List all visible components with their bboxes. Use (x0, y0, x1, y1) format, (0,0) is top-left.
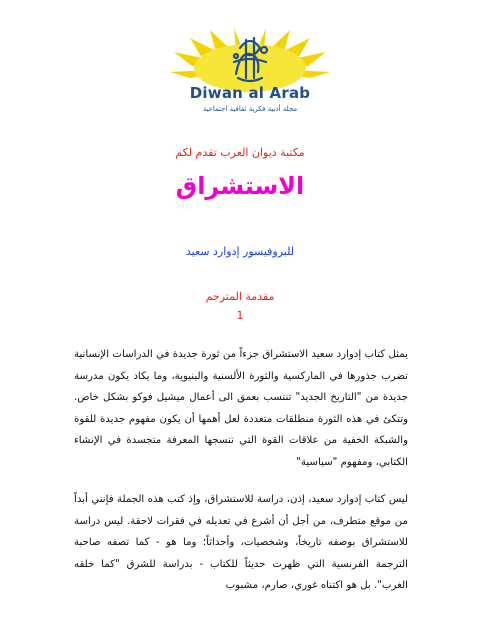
section-heading: مقدمة المترجم (205, 290, 275, 303)
body-paragraph-1: يمثل كتاب إدوارد سعيد الاستشراق جزءاً من ثورة جديدة في الدراسات الإنسانية تضرب جذورها في الماركسية والثورة الألسنية والبنيوية، وما يكاد يكون مدرسة جديدة من "التاريخ الجديد" تنتسب بعمق الى أعمال ميشيل فوكو بشكل خاص. وتتكئ في هذه الثورة منطلقات متعددة لعل أهمها أن يكون مفهوم جديدة للقوة والشبكة الخفية من علاقات القوة التي تنسجها المعرفة متجسدة في الإنشاء الكتابي، ومفهوم "سياسية" (74, 349, 408, 468)
author-line: للبروفيسور إدوارد سعيد (185, 245, 295, 258)
sun-emblem-icon (150, 28, 350, 128)
book-title: الاستشراق (175, 172, 305, 200)
library-presents-line: مكتبة ديوان العرب تقدم لكم (175, 146, 305, 159)
logo-subtitle: مجلة أدبية فكرية ثقافية اجتماعية (202, 105, 298, 113)
logo-title: Diwan al Arab (189, 84, 311, 102)
diwan-al-arab-logo (150, 28, 350, 128)
section-number: 1 (236, 309, 244, 322)
body-paragraph-2: ليس كتاب إدوارد سعيد، إذن، دراسة للاستشراق، وإذ كتب هذه الجملة فإنني أبداً من موقع متطرف، من أجل أن أشرع في تعديله في فقرات لاحقة. ليس دراسة للاستشراق بوصفه تاريخاً، وشخصيات، وأحداثاً؛ وما هو - كما تصفه صاحبة الترجمة الفرنسية التي ظهرت حديثاً للكتاب - بدراسة للشرق "كما خلقه الغرب". بل هو اكتناه غوري، صارم، مشبوب (74, 494, 408, 591)
